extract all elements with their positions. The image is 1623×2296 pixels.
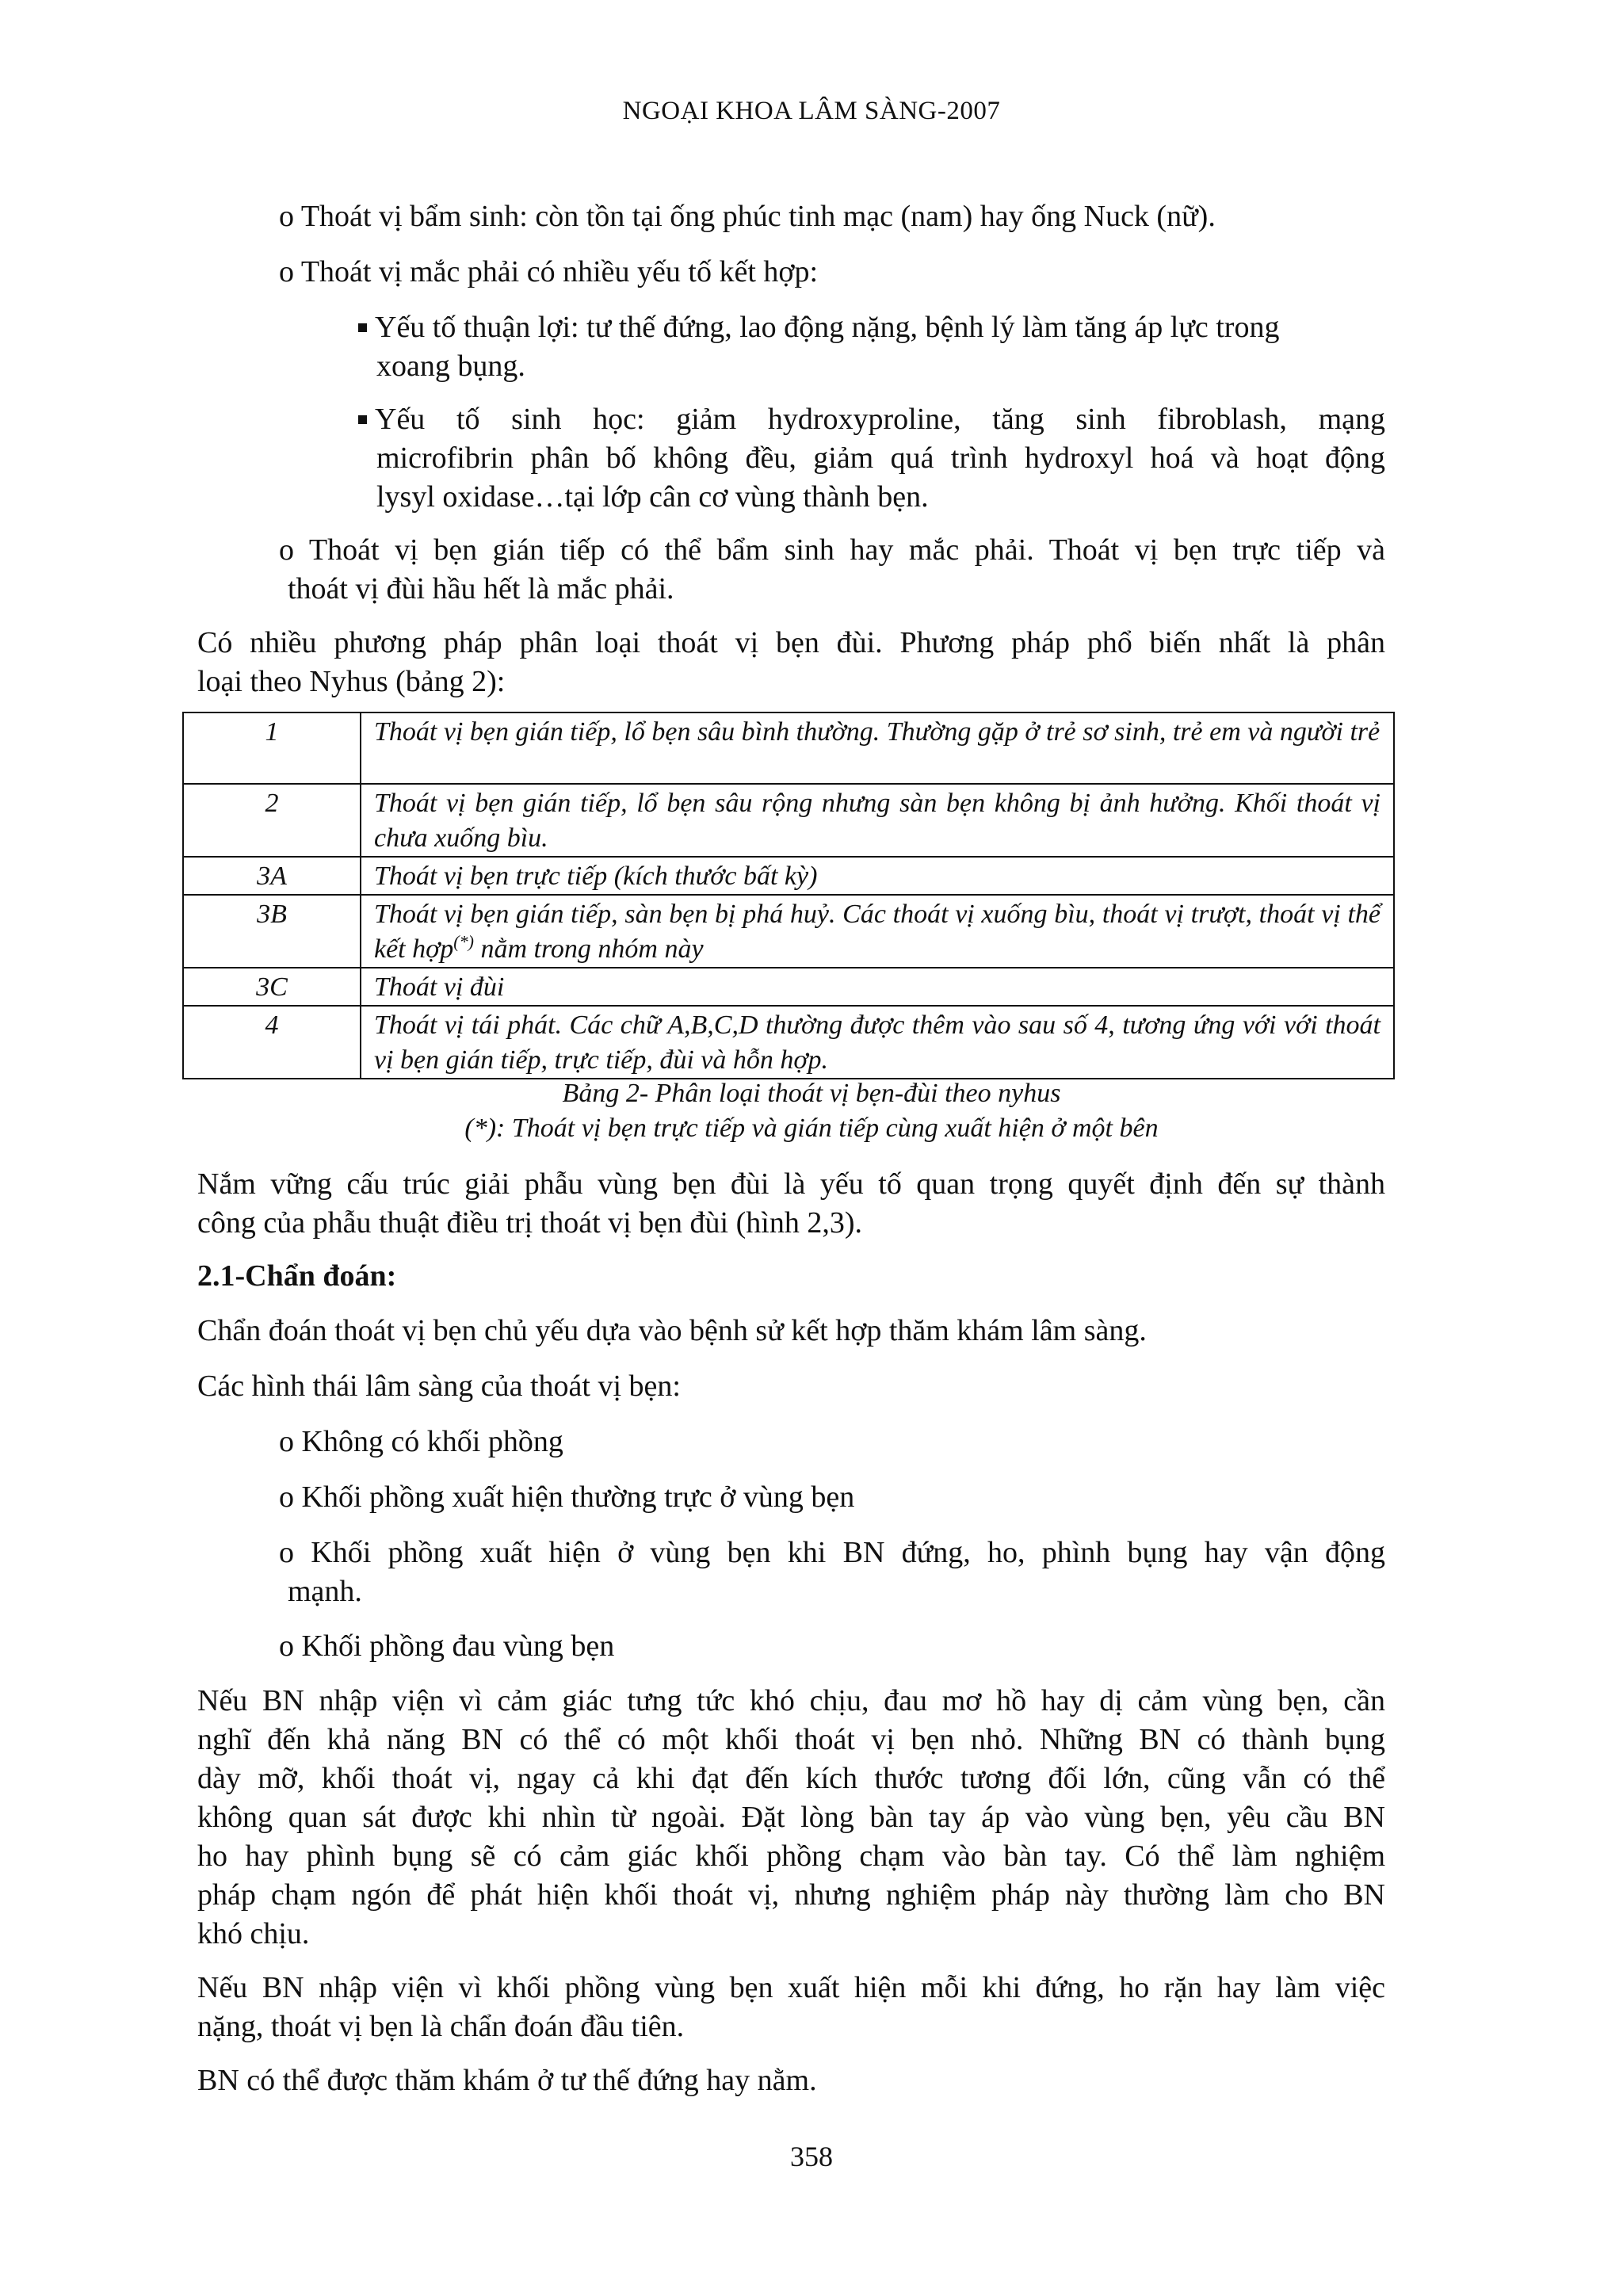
paragraph-line: khó chịu. [197, 1917, 310, 1950]
list-item: o Không có khối phồng [279, 1425, 563, 1458]
paragraph-line: không quan sát được khi nhìn từ ngoài. Đặt lòng bàn tay áp vào vùng bẹn, yêu cầu BN [197, 1801, 1385, 1834]
table-caption: Bảng 2- Phân loại thoát vị bẹn-đùi theo nyhus [562, 1079, 1061, 1108]
list-item: o Khối phồng xuất hiện thường trực ở vùng bẹn [279, 1480, 855, 1514]
table-row [183, 712, 1394, 784]
table-row [183, 968, 1394, 1006]
paragraph-line: nghĩ đến khả năng BN có thể có một khối thoát vị bẹn nhỏ. Những BN có thành bụng [197, 1723, 1385, 1756]
list-item-cont: mạnh. [288, 1575, 362, 1608]
table-cell: Thoát vị đùi [361, 968, 1394, 1006]
list-item: o Khối phồng xuất hiện ở vùng bẹn khi BN đứng, ho, phình bụng hay vận động [279, 1536, 1385, 1569]
paragraph: loại theo Nyhus (bảng 2): [197, 665, 506, 698]
paragraph-line: ho hay phình bụng sẽ có cảm giác khối phồng chạm vào bàn tay. Có thể làm nghiệm [197, 1839, 1385, 1873]
table-row [183, 1006, 1394, 1079]
sub-list-item: Yếu tố thuận lợi: tư thế đứng, lao động nặng, bệnh lý làm tăng áp lực trong [358, 308, 1385, 347]
page-number: 358 [790, 2141, 833, 2172]
paragraph: BN có thể được thăm khám ở tư thế đứng hay nằm. [197, 2064, 817, 2097]
paragraph: công của phẫu thuật điều trị thoát vị bẹn đùi (hình 2,3). [197, 1206, 862, 1240]
table-cell: Thoát vị bẹn trực tiếp (kích thước bất kỳ) [361, 857, 1394, 895]
running-header: NGOẠI KHOA LÂM SÀNG-2007 [622, 97, 1001, 125]
table-row [183, 857, 1394, 895]
paragraph: Chẩn đoán thoát vị bẹn chủ yếu dựa vào bệnh sử kết hợp thăm khám lâm sàng. [197, 1314, 1147, 1347]
table-row [183, 895, 1394, 968]
table-row [183, 784, 1394, 857]
sub-list-item: Yếu tố sinh học: giảm hydroxyproline, tăng sinh fibroblash, mạng [358, 400, 1385, 439]
table-cell: 1 [183, 712, 361, 784]
table-cell: 2 [183, 784, 361, 857]
paragraph: Có nhiều phương pháp phân loại thoát vị bẹn đùi. Phương pháp phổ biến nhất là phân [197, 626, 1385, 659]
paragraph: Các hình thái lâm sàng của thoát vị bẹn: [197, 1370, 681, 1403]
list-item: o Khối phồng đau vùng bẹn [279, 1629, 615, 1663]
table-cell: 3A [183, 857, 361, 895]
paragraph: Nắm vững cấu trúc giải phẫu vùng bẹn đùi là yếu tố quan trọng quyết định đến sự thành [197, 1167, 1385, 1201]
table-cell: 3C [183, 968, 361, 1006]
table-cell: Thoát vị bẹn gián tiếp, sàn bẹn bị phá huỷ. Các thoát vị xuống bìu, thoát vị trượt, thoát vị thể kết hợp(*) nằm trong nhóm này [361, 895, 1394, 968]
list-item-cont: thoát vị đùi hầu hết là mắc phải. [288, 572, 674, 606]
square-bullet-icon [358, 323, 367, 332]
table-cell: Thoát vị bẹn gián tiếp, lổ bẹn sâu bình thường. Thường gặp ở trẻ sơ sinh, trẻ em và người trẻ [361, 712, 1394, 784]
table-footnote: (*): Thoát vị bẹn trực tiếp và gián tiếp cùng xuất hiện ở một bên [464, 1114, 1159, 1143]
table-cell: Thoát vị bẹn gián tiếp, lổ bẹn sâu rộng nhưng sàn bẹn không bị ảnh hưởng. Khối thoát vị chưa xuống bìu. [361, 784, 1394, 857]
section-heading: 2.1-Chẩn đoán: [197, 1259, 397, 1293]
sub-list-item-cont: xoang bụng. [376, 350, 525, 383]
list-item: o Thoát vị bẩm sinh: còn tồn tại ống phúc tinh mạc (nam) hay ống Nuck (nữ). [279, 200, 1216, 233]
sub-list-item-cont: microfibrin phân bố không đều, giảm quá trình hydroxyl hoá và hoạt động [376, 441, 1385, 475]
table-cell: Thoát vị tái phát. Các chữ A,B,C,D thường được thêm vào sau số 4, tương ứng với với thoát vị bẹn gián tiếp, trực tiếp, đùi và hỗn hợp. [361, 1006, 1394, 1079]
table-cell: 4 [183, 1006, 361, 1079]
paragraph-line: nặng, thoát vị bẹn là chẩn đoán đầu tiên. [197, 2010, 685, 2043]
paragraph-line: Nếu BN nhập viện vì khối phồng vùng bẹn xuất hiện mỗi khi đứng, ho rặn hay làm việc [197, 1971, 1385, 2004]
paragraph-line: Nếu BN nhập viện vì cảm giác tưng tức khó chịu, đau mơ hồ hay dị cảm vùng bẹn, cần [197, 1684, 1385, 1717]
table-cell: 3B [183, 895, 361, 968]
list-item: o Thoát vị mắc phải có nhiều yếu tố kết hợp: [279, 255, 819, 288]
paragraph-line: dày mỡ, khối thoát vị, ngay cả khi đạt đến kích thước tương đối lớn, cũng vẫn có thể [197, 1762, 1385, 1795]
nyhus-classification-table [182, 712, 1395, 1079]
list-item: o Thoát vị bẹn gián tiếp có thể bẩm sinh hay mắc phải. Thoát vị bẹn trực tiếp và [279, 533, 1385, 567]
square-bullet-icon [358, 415, 367, 424]
paragraph-line: pháp chạm ngón để phát hiện khối thoát vị, nhưng nghiệm pháp này thường làm cho BN [197, 1878, 1385, 1912]
sub-list-item-cont: lysyl oxidase…tại lớp cân cơ vùng thành bẹn. [376, 480, 929, 514]
